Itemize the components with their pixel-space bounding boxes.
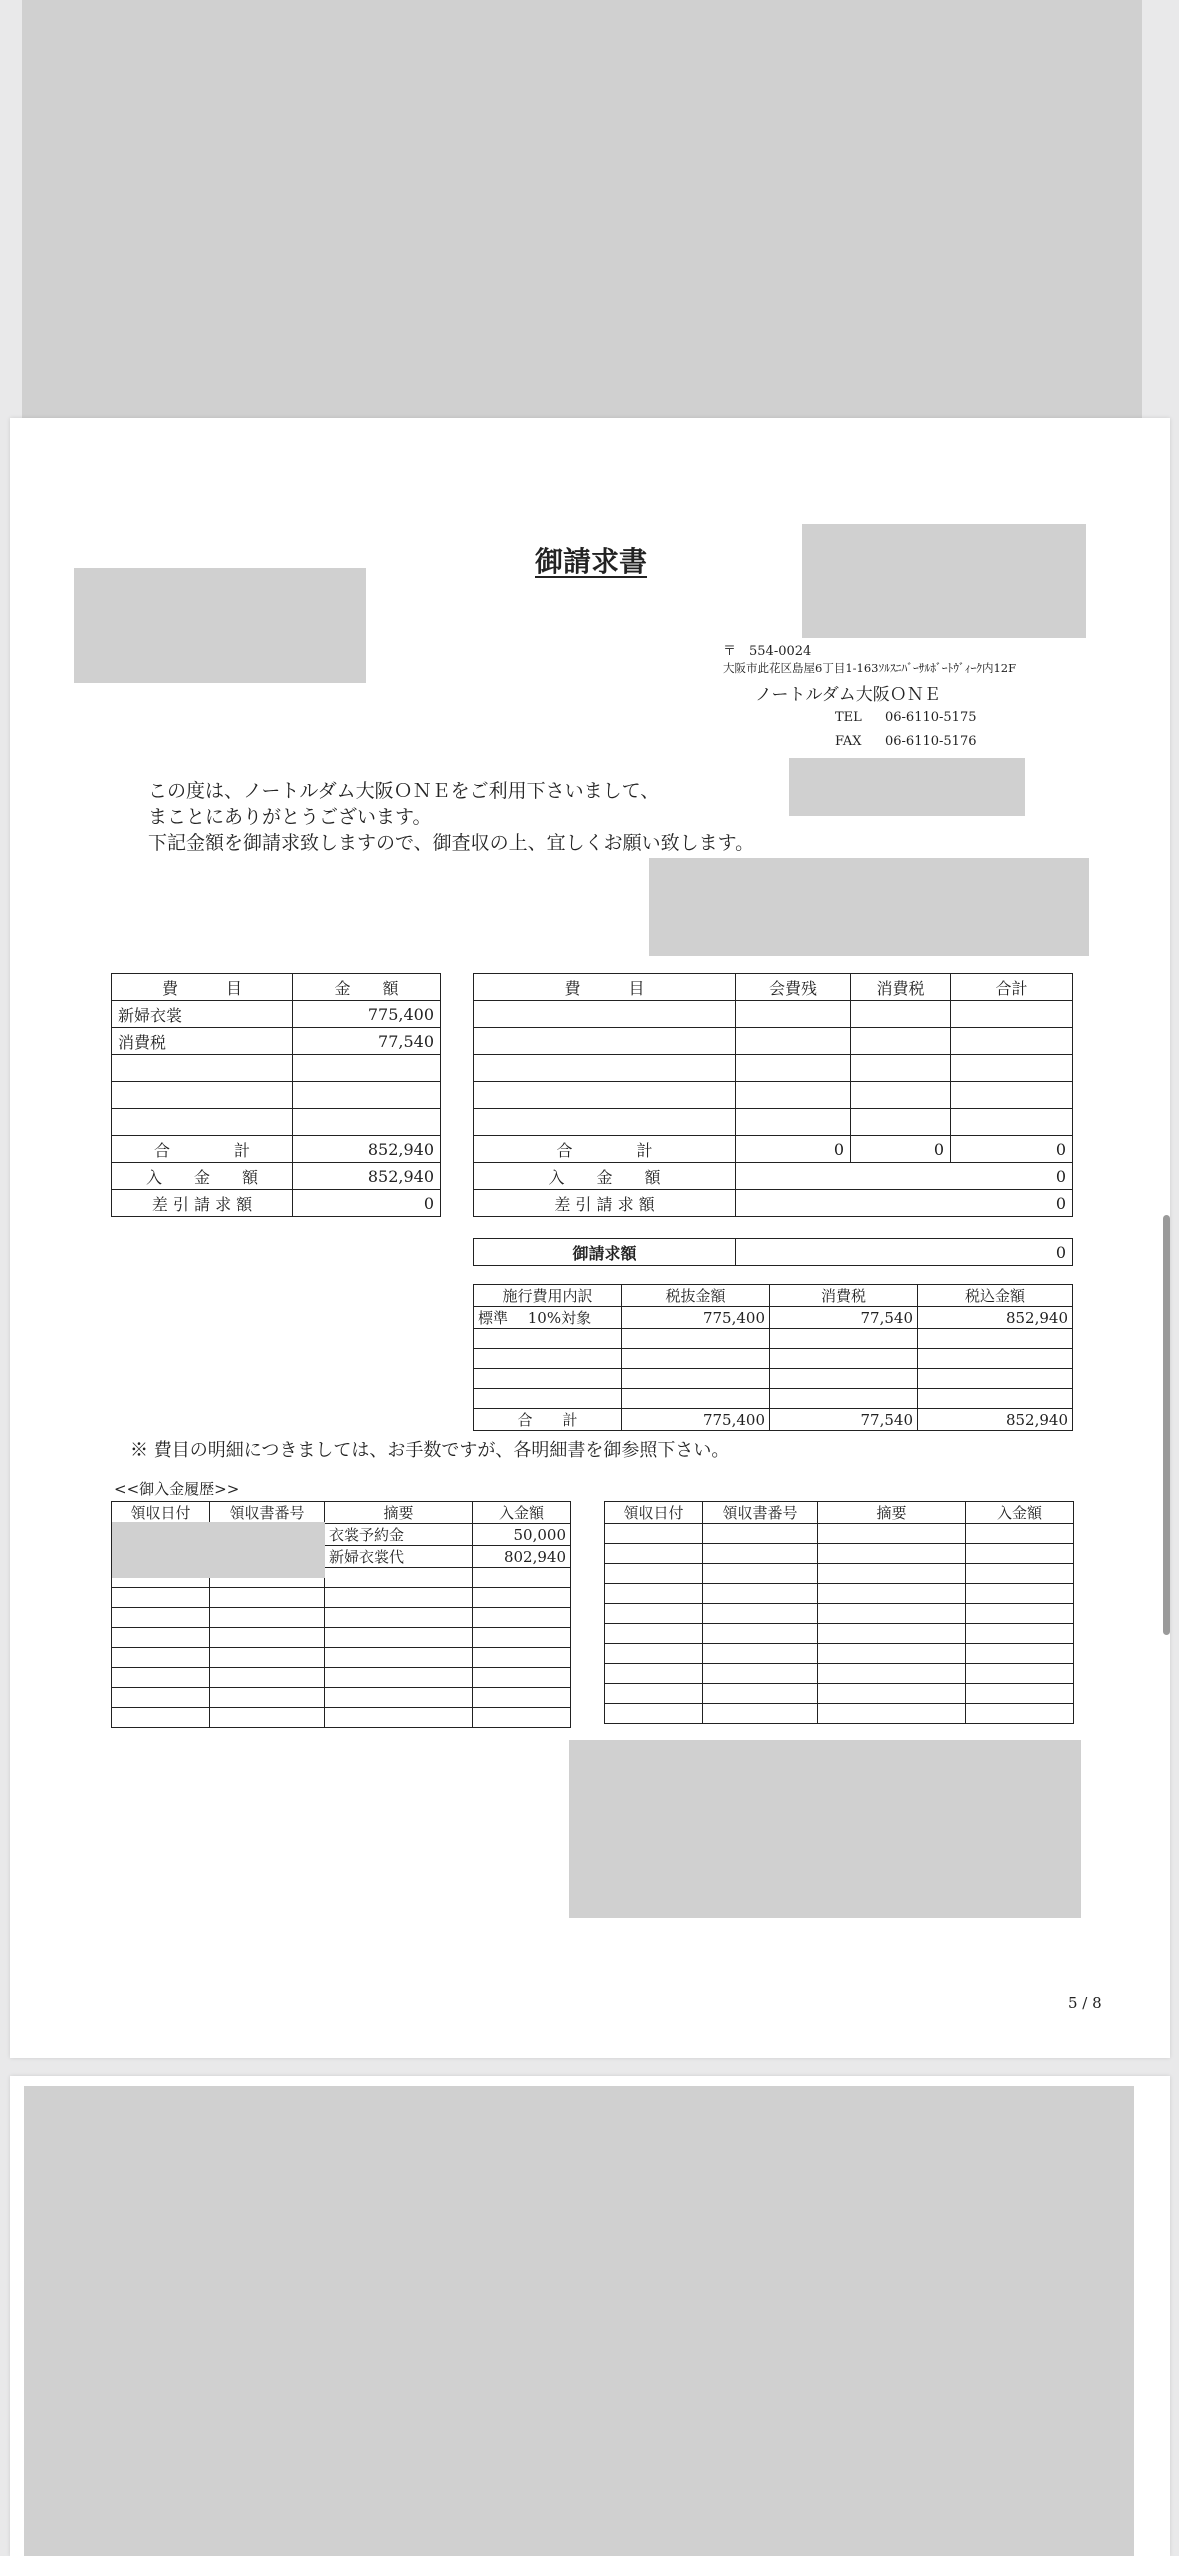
sender-fax-label: FAX [835,734,862,749]
empty-cell [966,1644,1074,1664]
description: 衣裳予約金 [325,1524,473,1546]
empty-cell [966,1624,1074,1644]
table-row [605,1664,1074,1684]
paid-row [112,1163,441,1190]
table-row [605,1564,1074,1584]
empty-cell [112,1648,210,1668]
empty-cell [605,1524,703,1544]
empty-cell [473,1588,571,1608]
empty-cell [770,1349,918,1369]
table-row [474,1028,1073,1055]
header-payment-amount: 入金額 [473,1502,571,1524]
item-amount: 775,400 [293,1001,441,1028]
empty-cell [112,1082,293,1109]
header-total: 合計 [951,974,1073,1001]
balance-value: 0 [293,1190,441,1217]
tax-breakdown-table [473,1284,1073,1431]
paid-row [474,1163,1073,1190]
empty-cell [210,1588,325,1608]
empty-cell [851,1001,951,1028]
empty-cell [966,1664,1074,1684]
summary-table-right [473,973,1073,1217]
total-row [112,1136,441,1163]
empty-cell [112,1708,210,1728]
header-tax: 消費税 [851,974,951,1001]
empty-cell [736,1028,851,1055]
table-row [112,1109,441,1136]
empty-cell [474,1001,736,1028]
empty-cell [951,1028,1073,1055]
header-tax: 消費税 [770,1285,918,1307]
empty-cell [112,1688,210,1708]
total-label: 合 計 [112,1136,293,1163]
paid-label: 入 金 額 [474,1163,736,1190]
empty-cell [605,1684,703,1704]
item-name: 消費税 [112,1028,293,1055]
empty-cell [112,1608,210,1628]
greeting-line-2: まことにありがとうございます。 [148,806,432,828]
empty-cell [325,1568,473,1588]
sender-name: ノートルダム大阪ＯＮＥ [755,685,941,705]
empty-cell [210,1688,325,1708]
empty-cell [605,1564,703,1584]
empty-cell [770,1389,918,1409]
empty-cell [293,1082,441,1109]
total-tax-included: 852,940 [918,1409,1073,1431]
paid-value: 852,940 [293,1163,441,1190]
header-item: 費 目 [474,974,736,1001]
empty-cell [325,1708,473,1728]
table-row [474,1329,1073,1349]
redacted-box [649,858,1089,956]
table-row [605,1604,1074,1624]
table-row [474,1109,1073,1136]
empty-cell [474,1055,736,1082]
invoice-amount-table [473,1238,1073,1266]
table-row [474,1055,1073,1082]
empty-cell [474,1028,736,1055]
empty-cell [210,1708,325,1728]
total-label: 合 計 [474,1409,622,1431]
table-header [112,974,441,1001]
paid-value: 0 [736,1163,1073,1190]
empty-cell [112,1628,210,1648]
total-label: 合 計 [474,1136,736,1163]
table-row [605,1644,1074,1664]
table-row [112,1628,571,1648]
tax-included-value: 852,940 [918,1307,1073,1329]
empty-cell [951,1082,1073,1109]
empty-cell [473,1668,571,1688]
table-header [605,1502,1074,1524]
total-tax: 77,540 [770,1409,918,1431]
table-row [605,1704,1074,1724]
empty-cell [918,1389,1073,1409]
empty-cell [736,1001,851,1028]
empty-cell [325,1688,473,1708]
empty-cell [605,1624,703,1644]
empty-cell [622,1389,770,1409]
redacted-seal [789,758,1025,816]
redacted-previous-page [22,0,1142,418]
empty-cell [293,1055,441,1082]
table-row [112,1588,571,1608]
empty-cell [770,1369,918,1389]
total-pre-tax: 775,400 [622,1409,770,1431]
table-row [605,1624,1074,1644]
empty-cell [622,1369,770,1389]
redacted-stamp [802,524,1086,638]
empty-cell [622,1349,770,1369]
redacted-recipient [74,568,366,683]
empty-cell [736,1109,851,1136]
table-row [605,1524,1074,1544]
empty-cell [474,1082,736,1109]
header-description: 摘要 [325,1502,473,1524]
page-number: 5 / 8 [1068,1994,1102,2012]
empty-cell [818,1604,966,1624]
empty-cell [818,1524,966,1544]
breakdown-label: 標準 10%対象 [474,1307,622,1329]
header-payment-amount: 入金額 [966,1502,1074,1524]
empty-cell [818,1624,966,1644]
empty-cell [210,1648,325,1668]
tax-value: 77,540 [770,1307,918,1329]
header-breakdown: 施行費用内訳 [474,1285,622,1307]
header-fee-balance: 会費残 [736,974,851,1001]
table-row [112,1001,441,1028]
summary-table-left [111,973,441,1217]
empty-cell [818,1664,966,1684]
payment-history-table-right [604,1501,1074,1724]
empty-cell [473,1608,571,1628]
table-row [112,1608,571,1628]
scrollbar-thumb[interactable] [1163,1215,1170,1635]
empty-cell [112,1668,210,1688]
header-item: 費 目 [112,974,293,1001]
table-row [605,1684,1074,1704]
table-row [112,1082,441,1109]
empty-cell [818,1644,966,1664]
document-title: 御請求書 [535,545,648,578]
item-amount: 77,540 [293,1028,441,1055]
empty-cell [818,1584,966,1604]
table-row [112,1708,571,1728]
pre-tax-value: 775,400 [622,1307,770,1329]
empty-cell [473,1688,571,1708]
empty-cell [703,1644,818,1664]
empty-cell [473,1628,571,1648]
table-row [474,1082,1073,1109]
empty-cell [918,1369,1073,1389]
empty-cell [851,1082,951,1109]
empty-cell [918,1329,1073,1349]
greeting-line-1: この度は、ノートルダム大阪ＯＮＥをご利用下さいまして、 [148,780,660,802]
table-row [112,1028,441,1055]
empty-cell [112,1588,210,1608]
empty-cell [703,1544,818,1564]
table-header [474,1285,1073,1307]
total-sum: 0 [951,1136,1073,1163]
payment-amount: 50,000 [473,1524,571,1546]
empty-cell [605,1544,703,1564]
balance-label: 差 引 請 求 額 [112,1190,293,1217]
total-row [474,1409,1073,1431]
total-row [474,1136,1073,1163]
sender-tel: 06-6110-5175 [885,710,977,725]
total-fee-balance: 0 [736,1136,851,1163]
empty-cell [818,1544,966,1564]
table-row [474,1307,1073,1329]
empty-cell [210,1608,325,1628]
empty-cell [951,1109,1073,1136]
empty-cell [474,1349,622,1369]
empty-cell [293,1109,441,1136]
empty-cell [951,1055,1073,1082]
empty-cell [966,1524,1074,1544]
empty-cell [736,1055,851,1082]
empty-cell [770,1329,918,1349]
header-receipt-number: 領収書番号 [210,1502,325,1524]
balance-label: 差 引 請 求 額 [474,1190,736,1217]
empty-cell [605,1644,703,1664]
table-row [474,1369,1073,1389]
header-tax-included: 税込金額 [918,1285,1073,1307]
table-row [474,1349,1073,1369]
sender-tel-label: TEL [835,710,862,725]
document-page [10,418,1170,2058]
empty-cell [473,1708,571,1728]
table-header [112,1502,571,1524]
redacted-bottom-box [569,1740,1081,1918]
empty-cell [703,1664,818,1684]
table-row [112,1055,441,1082]
empty-cell [736,1082,851,1109]
sender-postal: 〒 554-0024 [723,644,812,659]
header-description: 摘要 [818,1502,966,1524]
redacted-receipt-info [112,1522,325,1578]
empty-cell [818,1564,966,1584]
empty-cell [210,1628,325,1648]
empty-cell [605,1604,703,1624]
empty-cell [605,1584,703,1604]
invoice-amount-label: 御請求額 [474,1239,736,1266]
balance-row [474,1190,1073,1217]
empty-cell [966,1564,1074,1584]
empty-cell [112,1055,293,1082]
empty-cell [703,1524,818,1544]
empty-cell [966,1584,1074,1604]
empty-cell [325,1628,473,1648]
invoice-amount-row [474,1239,1073,1266]
empty-cell [818,1704,966,1724]
paid-label: 入 金 額 [112,1163,293,1190]
empty-cell [474,1329,622,1349]
empty-cell [325,1608,473,1628]
table-row [605,1584,1074,1604]
empty-cell [966,1704,1074,1724]
description: 新婦衣裳代 [325,1546,473,1568]
empty-cell [703,1704,818,1724]
empty-cell [703,1564,818,1584]
empty-cell [966,1544,1074,1564]
table-row [474,1389,1073,1409]
empty-cell [325,1588,473,1608]
header-receipt-number: 領収書番号 [703,1502,818,1524]
empty-cell [851,1109,951,1136]
empty-cell [703,1604,818,1624]
header-receipt-date: 領収日付 [605,1502,703,1524]
empty-cell [474,1389,622,1409]
empty-cell [325,1668,473,1688]
payment-history-title: <<御入金履歴>> [114,1480,240,1498]
empty-cell [951,1001,1073,1028]
total-value: 852,940 [293,1136,441,1163]
sender-fax: 06-6110-5176 [885,734,977,749]
empty-cell [966,1684,1074,1704]
empty-cell [966,1604,1074,1624]
empty-cell [851,1055,951,1082]
header-amount: 金 額 [293,974,441,1001]
empty-cell [703,1624,818,1644]
header-pre-tax: 税抜金額 [622,1285,770,1307]
total-tax: 0 [851,1136,951,1163]
empty-cell [703,1584,818,1604]
table-row [605,1544,1074,1564]
empty-cell [325,1648,473,1668]
detail-note: ※ 費目の明細につきましては、お手数ですが、各明細書を御参照下さい。 [130,1440,730,1461]
empty-cell [605,1664,703,1684]
redacted-next-page [24,2086,1134,2556]
invoice-amount-value: 0 [736,1239,1073,1266]
table-row [112,1668,571,1688]
table-row [474,1001,1073,1028]
empty-cell [918,1349,1073,1369]
empty-cell [703,1684,818,1704]
empty-cell [622,1329,770,1349]
header-receipt-date: 領収日付 [112,1502,210,1524]
empty-cell [474,1109,736,1136]
sender-address: 大阪市此花区島屋6丁目1-163ｿﾙｽﾆﾊﾞｰｻﾙﾎﾞｰﾄｳﾞｨｰｸ内12F [723,661,1017,675]
payment-amount: 802,940 [473,1546,571,1568]
table-header [474,974,1073,1001]
item-name: 新婦衣裳 [112,1001,293,1028]
table-row [112,1688,571,1708]
empty-cell [818,1684,966,1704]
balance-row [112,1190,441,1217]
table-row [112,1648,571,1668]
empty-cell [473,1568,571,1588]
empty-cell [112,1109,293,1136]
empty-cell [605,1704,703,1724]
empty-cell [473,1648,571,1668]
balance-value: 0 [736,1190,1073,1217]
empty-cell [851,1028,951,1055]
empty-cell [474,1369,622,1389]
empty-cell [210,1668,325,1688]
greeting-line-3: 下記金額を御請求致しますので、御査収の上、宜しくお願い致します。 [148,832,755,854]
